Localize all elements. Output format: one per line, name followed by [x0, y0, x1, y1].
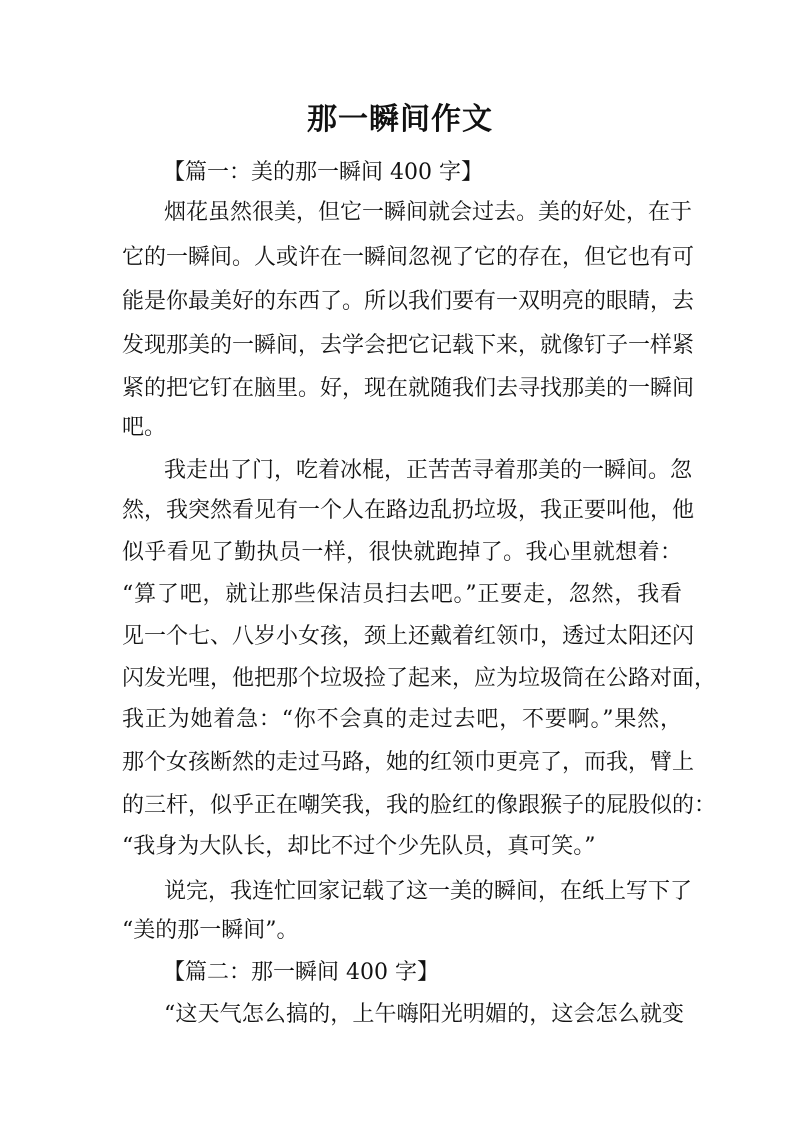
paragraph-line: 的三杆，似乎正在嘲笑我，我的脸红的像跟猴子的屁股似的：	[122, 793, 717, 818]
paragraph-line: “这天气怎么搞的，上午嗨阳光明媚的，这会怎么就变	[164, 1002, 684, 1027]
paragraph-line: 似乎看见了勤执员一样，很快就跑掉了。我心里就想着：	[122, 540, 682, 565]
paragraph-line: “美的那一瞬间”。	[122, 918, 299, 943]
paragraph-line: 说完，我连忙回家记载了这一美的瞬间，在纸上写下了	[164, 879, 693, 904]
paragraph-line: 然，我突然看见有一个人在路边乱扔垃圾，我正要叫他，他	[122, 498, 695, 523]
paragraph-line: 那个女孩断然的走过马路，她的红领巾更亮了，而我，臂上	[122, 750, 695, 775]
paragraph-line: 吧。	[122, 415, 167, 440]
paragraph-line: 我走出了门，吃着冰棍，正苦苦寻着那美的一瞬间。忽	[164, 458, 693, 483]
paragraph-line: “算了吧，就让那些保洁员扫去吧。”正要走，忽然，我看	[122, 582, 682, 607]
paragraph-line: 发现那美的一瞬间，去学会把它记载下来，就像钉子一样紧	[122, 333, 695, 358]
paragraph-line: 闪发光哩，他把那个垃圾捡了起来，应为垃圾筒在公路对面，	[122, 666, 717, 691]
paragraph-line: 烟花虽然很美，但它一瞬间就会过去。美的好处，在于	[164, 200, 693, 225]
section-heading-1: 【篇一：美的那一瞬间 400 字】	[163, 160, 483, 185]
paragraph-line: 它的一瞬间。人或许在一瞬间忽视了它的存在，但它也有可	[122, 245, 695, 270]
document-title: 那一瞬间作文	[307, 102, 493, 137]
paragraph-line: 见一个七、八岁小女孩，颈上还戴着红领巾，透过太阳还闪	[122, 624, 695, 649]
paragraph-line: “我身为大队长，却比不过个少先队员，真可笑。”	[122, 834, 596, 859]
paragraph-line: 我正为她着急：“你不会真的走过去吧，不要啊。”果然，	[122, 707, 682, 732]
paragraph-line: 能是你最美好的东西了。所以我们要有一双明亮的眼睛，去	[122, 289, 695, 314]
paragraph-line: 紧的把它钉在脑里。好，现在就随我们去寻找那美的一瞬间	[122, 376, 695, 401]
section-heading-2: 【篇二：那一瞬间 400 字】	[163, 960, 439, 985]
